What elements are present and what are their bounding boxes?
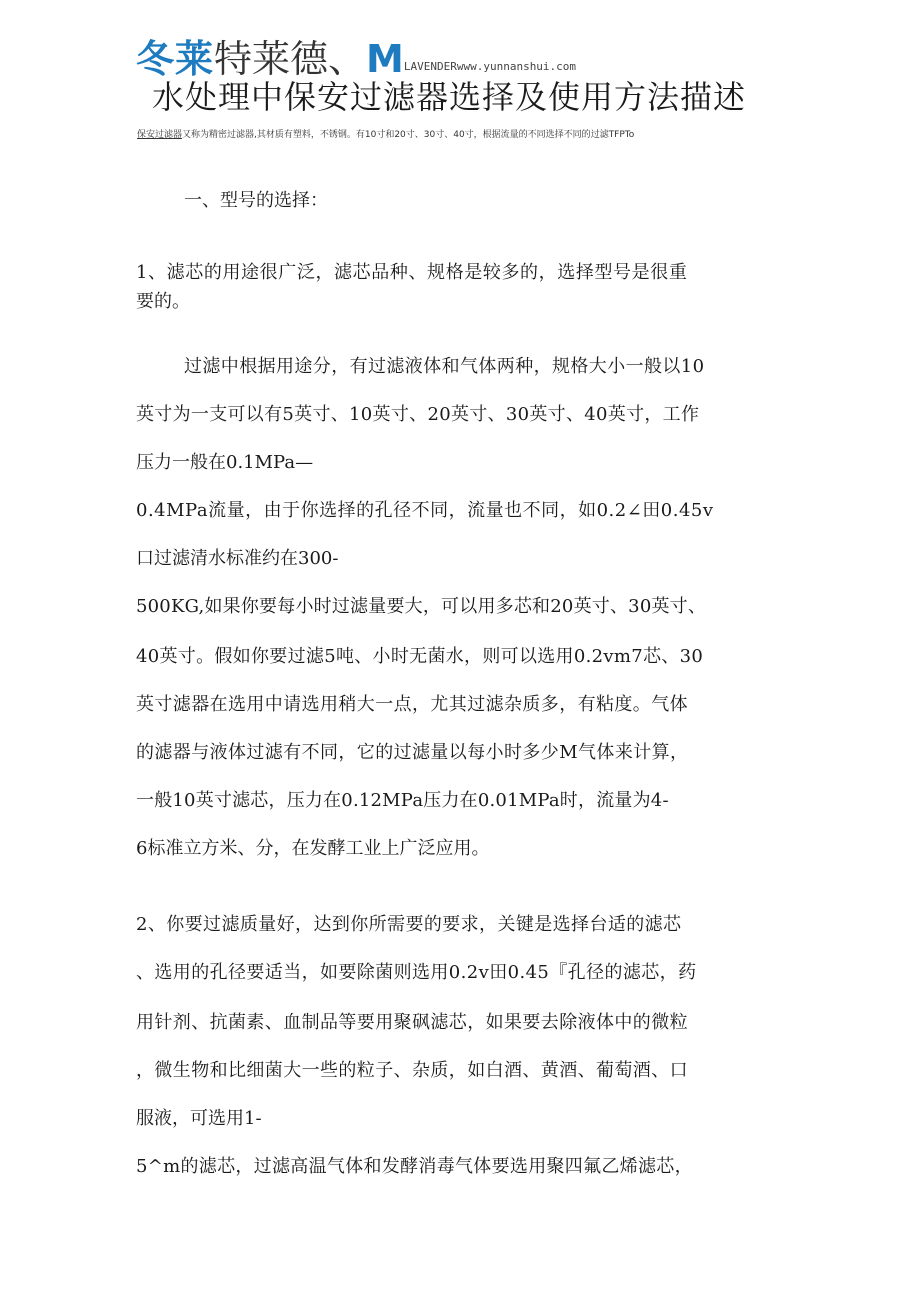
- paragraph-line: 英寸为一支可以有5英寸、10英寸、20英寸、30英寸、40英寸，工作: [136, 404, 700, 425]
- paragraph-line: 一般10英寸滤芯，压力在0.12MPa压力在0.01MPa时，流量为4-: [136, 790, 669, 811]
- paragraph-line: 的滤器与液体过滤有不同，它的过滤量以每小时多少M气体来计算，: [136, 742, 689, 763]
- paragraph-line: 、选用的孔径要适当，如要除菌则选用0.2v田0.45『孔径的滤芯，药: [136, 962, 697, 983]
- paragraph-line: 过滤中根据用途分，有过滤液体和气体两种，规格大小一般以10: [184, 356, 705, 377]
- paragraph-line: 口过滤清水标准约在300-: [136, 548, 339, 569]
- brand-letter-m: M: [366, 37, 404, 81]
- paragraph-line: 服液，可选用1-: [136, 1108, 262, 1129]
- brand-name-dark: 特莱德、: [214, 37, 367, 81]
- intro-paragraph: [137, 127, 837, 140]
- paragraph-line: 2、你要过滤质量好，达到你所需要的要求，关键是选择台适的滤芯: [136, 914, 682, 935]
- paragraph-line: 1、滤芯的用途很广泛，滤芯品种、规格是较多的，选择型号是很重: [136, 262, 688, 283]
- paragraph-line: 用针剂、抗菌素、血制品等要用聚砜滤芯，如果要去除液体中的微粒: [136, 1012, 688, 1033]
- paragraph-line: 要的。: [136, 291, 190, 312]
- paragraph-line: 40英寸。假如你要过滤5吨、小时无菌水，则可以选用0.2vm7芯、30: [136, 646, 704, 667]
- brand-website: LAVENDERwww.yunnanshui.com: [403, 60, 577, 73]
- intro-link[interactable]: 保安过滤器: [137, 130, 183, 140]
- paragraph-line: 英寸滤器在选用中请选用稍大一点，尤其过滤杂质多，有粘度。气体: [136, 694, 688, 715]
- section-heading: 一、型号的选择：: [184, 190, 328, 211]
- paragraph-line: 500KG,如果你要每小时过滤量要大，可以用多芯和20英寸、30英寸、: [136, 596, 707, 617]
- paragraph-line: 0.4MPa流量，由于你选择的孔径不同，流量也不同，如0.2∠田0.45v: [136, 500, 714, 521]
- intro-text: 又称为精密过滤器,其材质有塑料，不锈钢。有10寸和20寸、30寸、40寸，根据流量的不同选择不同的过滤TFPTo: [182, 130, 635, 140]
- brand-header: [136, 28, 836, 81]
- document-title: 水处理中保安过滤器选择及使用方法描述: [152, 78, 747, 116]
- paragraph-line: ，微生物和比细菌大一些的粒子、杂质，如白酒、黄酒、葡萄酒、口: [136, 1060, 688, 1081]
- paragraph-line: 5^m的滤芯，过滤高温气体和发酵消毒气体要选用聚四氟乙烯滤芯，: [136, 1156, 693, 1177]
- paragraph-line: 6标准立方米、分，在发酵工业上广泛应用。: [136, 838, 490, 859]
- paragraph-line: 压力一般在0.1MPa—: [136, 452, 314, 473]
- brand-name-blue: 冬莱: [136, 37, 215, 81]
